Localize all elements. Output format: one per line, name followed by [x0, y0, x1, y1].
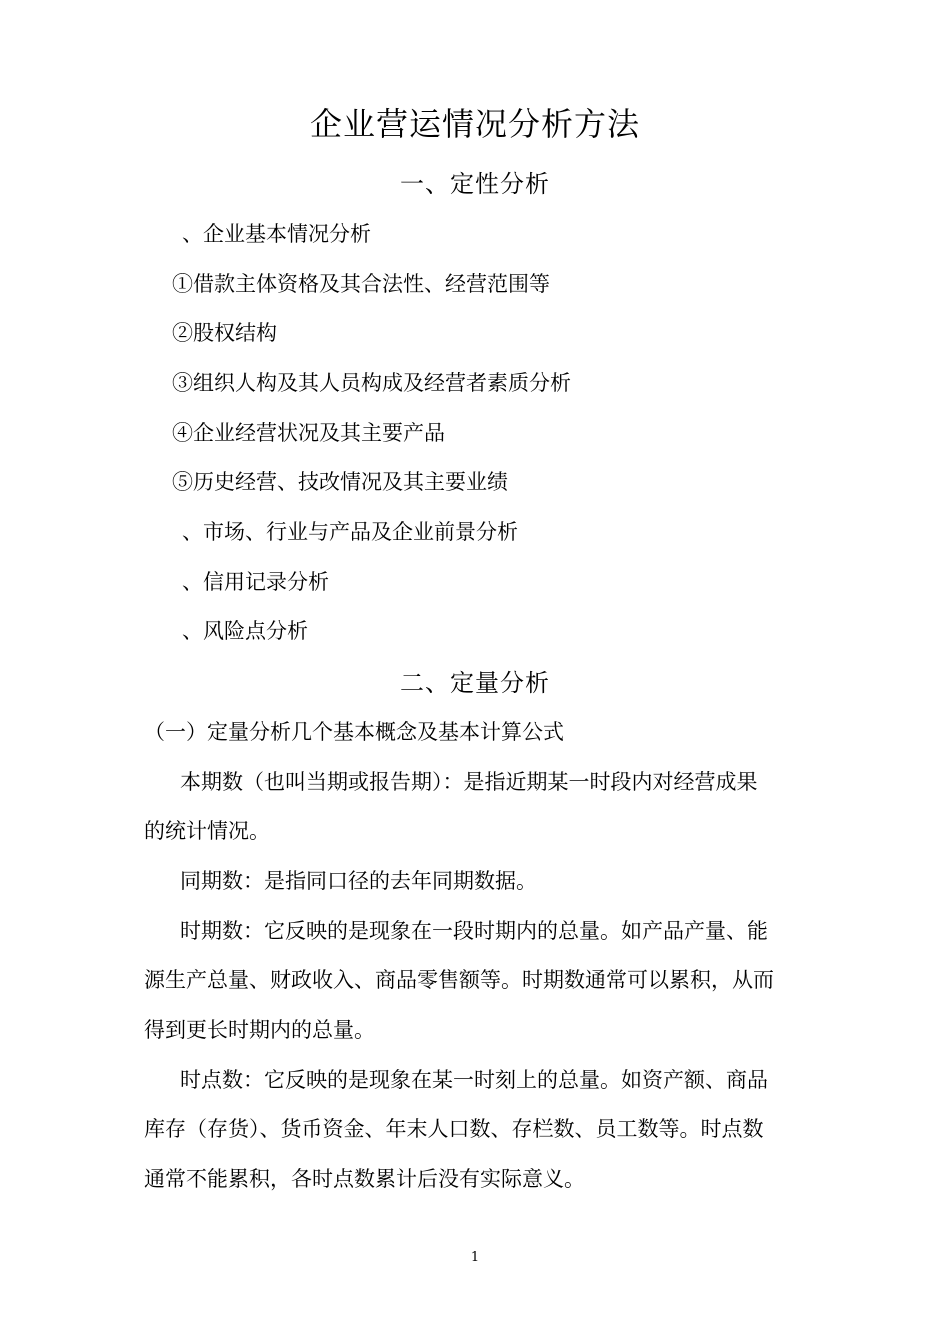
paragraph-line: 得到更长时期内的总量。	[144, 1018, 375, 1042]
list-item: 、风险点分析	[182, 619, 308, 643]
list-item: ①借款主体资格及其合法性、经营范围等	[172, 272, 550, 296]
document-title: 企业营运情况分析方法	[309, 105, 640, 143]
paragraph-line: 本期数（也叫当期或报告期）：是指近期某一时段内对经营成果	[180, 770, 758, 794]
list-item: ④企业经营状况及其主要产品	[172, 421, 445, 445]
list-item: 、信用记录分析	[182, 570, 329, 594]
paragraph-line: 源生产总量、财政收入、商品零售额等。时期数通常可以累积，从而	[144, 968, 774, 992]
page-number: 1	[470, 1250, 480, 1265]
paragraph-line: 同期数：是指同口径的去年同期数据。	[180, 869, 537, 893]
section-heading-qualitative: 一、定性分析	[400, 170, 550, 198]
list-item: 、企业基本情况分析	[182, 222, 371, 246]
list-item: ③组织人构及其人员构成及经营者素质分析	[172, 371, 571, 395]
list-item: ②股权结构	[172, 321, 277, 345]
paragraph-line: 时点数：它反映的是现象在某一时刻上的总量。如资产额、商品	[180, 1068, 768, 1092]
paragraph-line: 时期数：它反映的是现象在一段时期内的总量。如产品产量、能	[180, 919, 768, 943]
paragraph-line: 库存（存货）、货币资金、年末人口数、存栏数、员工数等。时点数	[144, 1117, 764, 1141]
list-item: 、市场、行业与产品及企业前景分析	[182, 520, 518, 544]
sub-heading: （一）定量分析几个基本概念及基本计算公式	[144, 720, 564, 744]
paragraph-line: 的统计情况。	[144, 819, 270, 843]
paragraph-line: 通常不能累积，各时点数累计后没有实际意义。	[144, 1167, 585, 1191]
list-item: ⑤历史经营、技改情况及其主要业绩	[172, 470, 508, 494]
section-heading-quantitative: 二、定量分析	[400, 669, 550, 697]
